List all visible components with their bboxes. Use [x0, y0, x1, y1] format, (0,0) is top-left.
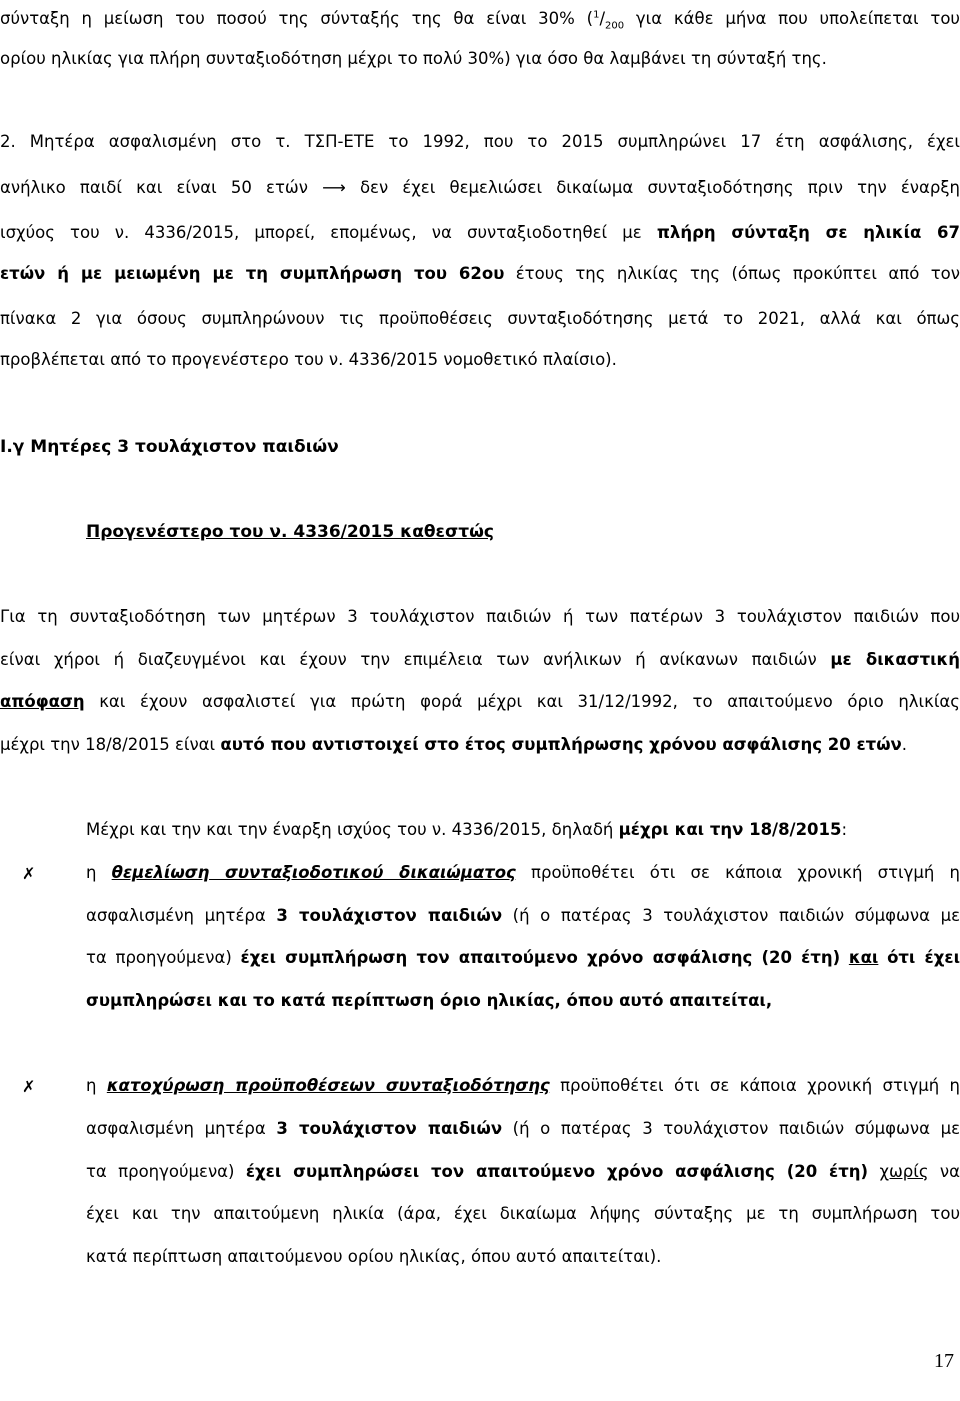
paragraph-line: μέχρι την 18/8/2015 είναι αυτό που αντιστοιχεί στο έτος συμπλήρωσης χρόνου ασφάλισης 20 ετών. — [0, 735, 908, 754]
sub-heading: Προγενέστερο του ν. 4336/2015 καθεστώς — [86, 522, 494, 542]
bullet-line: τα προηγούμενα) έχει συμπληρώσει τον απαιτούμενο χρόνο ασφάλισης (20 έτη) χωρίς να — [86, 1162, 960, 1181]
bullet-line: τα προηγούμενα) έχει συμπλήρωση τον απαιτούμενο χρόνο ασφάλισης (20 έτη) και ότι έχει — [86, 948, 960, 967]
bullet-line: η κατοχύρωση προϋποθέσεων συνταξιοδότησης προϋποθέτει ότι σε κάποια χρονική στιγμή η — [86, 1076, 960, 1095]
cross-bullet-icon: ✗ — [22, 1077, 36, 1096]
page-number: 17 — [934, 1350, 954, 1372]
list-item-2-line: ανήλικο παιδί και είναι 50 ετών ⟶ δεν έχει θεμελιώσει δικαίωμα συνταξιοδότησης πριν την έναρξη — [0, 178, 960, 197]
paragraph-line: απόφαση και έχουν ασφαλιστεί για πρώτη φορά μέχρι και 31/12/1992, το απαιτούμενο όριο ηλικίας — [0, 692, 960, 711]
cross-bullet-icon: ✗ — [22, 864, 36, 883]
paragraph-line: ορίου ηλικίας για πλήρη συνταξιοδότηση μέχρι το πολύ 30%) για όσο θα λαμβάνει τη σύνταξή της. — [0, 49, 827, 68]
bullet-line: η θεμελίωση συνταξιοδοτικού δικαιώματος προϋποθέτει ότι σε κάποια χρονική στιγμή η — [86, 863, 960, 882]
bullet-line: συμπληρώσει και το κατά περίπτωση όριο ηλικίας, όπου αυτό απαιτείται, — [86, 991, 773, 1010]
arrow-right-icon: ⟶ — [322, 178, 346, 197]
list-item-2-line: πίνακα 2 για όσους συμπληρώνουν τις προϋποθέσεις συνταξιοδότησης μετά το 2021, αλλά και όπως — [0, 309, 960, 328]
paragraph-line: Για τη συνταξιοδότηση των μητέρων 3 τουλάχιστον παιδιών ή των πατέρων 3 τουλάχιστον παιδιών που — [0, 607, 960, 626]
bullet-line: έχει και την απαιτούμενη ηλικία (άρα, έχει δικαίωμα λήψης σύνταξης με τη συμπλήρωση του — [86, 1204, 960, 1223]
list-item-2-line: ισχύος του ν. 4336/2015, μπορεί, επομένως, να συνταξιοδοτηθεί με πλήρη σύνταξη σε ηλικία 67 — [0, 223, 960, 242]
list-item-2-line: 2. Μητέρα ασφαλισμένη στο τ. ΤΣΠ-ΕΤΕ το 1992, που το 2015 συμπληρώνει 17 έτη ασφάλισης, έχει — [0, 132, 960, 151]
paragraph-line: σύνταξη η μείωση του ποσού της σύνταξής της θα είναι 30% ($^1/_{200}$ για κάθε μήνα που υπολείπεται του — [0, 9, 960, 32]
bullet-line: κατά περίπτωση απαιτούμενου ορίου ηλικίας, όπου αυτό απαιτείται). — [86, 1247, 662, 1266]
intro-line: Μέχρι και την και την έναρξη ισχύος του ν. 4336/2015, δηλαδή μέχρι και την 18/8/2015: — [86, 820, 848, 839]
bullet-line: ασφαλισμένη μητέρα 3 τουλάχιστον παιδιών (ή ο πατέρας 3 τουλάχιστον παιδιών σύμφωνα με — [86, 906, 960, 925]
paragraph-line: είναι χήροι ή διαζευγμένοι και έχουν την επιμέλεια των ανήλικων ή ανίκανων παιδιών με δικαστική — [0, 650, 960, 669]
section-heading: Ι.γ Μητέρες 3 τουλάχιστον παιδιών — [0, 437, 339, 457]
list-item-2-line: προβλέπεται από το προγενέστερο του ν. 4336/2015 νομοθετικό πλαίσιο). — [0, 350, 617, 369]
bullet-line: ασφαλισμένη μητέρα 3 τουλάχιστον παιδιών (ή ο πατέρας 3 τουλάχιστον παιδιών σύμφωνα με — [86, 1119, 960, 1138]
list-item-2-line: ετών ή με μειωμένη με τη συμπλήρωση του 62ου έτους της ηλικίας της (όπως προκύπτει από τον — [0, 264, 960, 283]
